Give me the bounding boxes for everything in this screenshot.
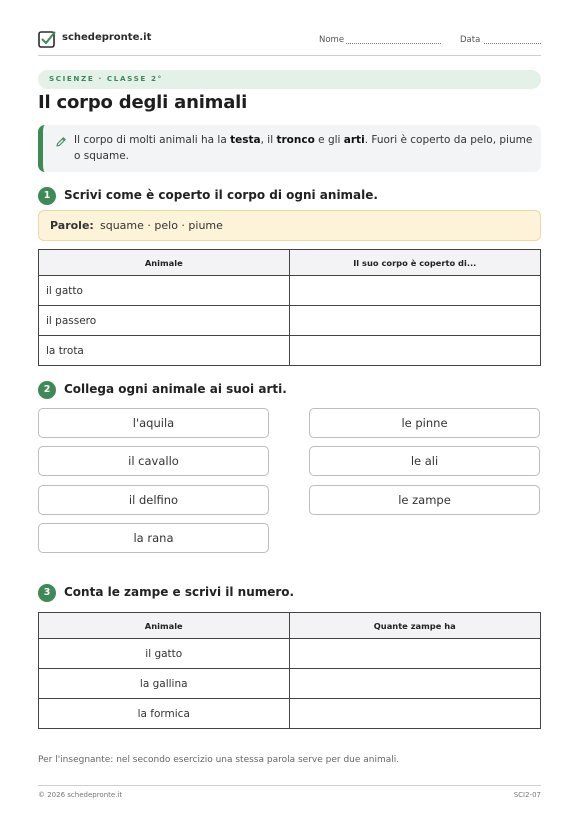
animal-cell: la gallina	[39, 669, 290, 699]
table-row	[39, 699, 541, 729]
teacher-note: Per l'insegnante: nel secondo esercizio una stessa parola serve per due animali.	[38, 755, 400, 765]
word-bank-label: Parole:	[50, 219, 94, 232]
answer-cell[interactable]	[289, 669, 541, 699]
table-header-row	[39, 613, 541, 639]
intro-box	[38, 125, 541, 172]
subject-label: SCIENZE · CLASSE 2°	[49, 74, 163, 83]
table-row	[39, 336, 541, 366]
exercise-3-instruction: Conta le zampe e scrivi il numero.	[64, 585, 295, 599]
exercise-1-instruction: Scrivi come è coperto il corpo di ogni animale.	[64, 188, 378, 202]
step-number-badge: 1	[38, 187, 56, 205]
column-header: Animale	[39, 250, 290, 276]
table-row	[39, 639, 541, 669]
footer-divider	[38, 785, 541, 786]
step-number-badge: 2	[38, 381, 56, 399]
match-item-right[interactable]: le pinne	[309, 408, 540, 438]
subject-bar	[38, 70, 541, 89]
name-label: Nome	[319, 35, 345, 45]
date-label: Data	[460, 35, 481, 45]
exercise-3-table	[38, 612, 541, 729]
table-row	[39, 276, 541, 306]
match-item-right[interactable]: le zampe	[309, 485, 540, 515]
match-item-right[interactable]: le ali	[309, 446, 540, 476]
answer-cell[interactable]	[289, 699, 541, 729]
word-bank	[38, 210, 541, 241]
answer-cell[interactable]	[289, 306, 540, 336]
animal-cell: la trota	[39, 336, 290, 366]
match-item-left[interactable]: l'aquila	[38, 408, 269, 438]
exercise-1-table	[38, 249, 541, 366]
name-field[interactable]	[346, 43, 441, 44]
answer-cell[interactable]	[289, 276, 540, 306]
footer-copyright: © 2026 schedepronte.it	[38, 791, 123, 799]
column-header: Animale	[39, 613, 290, 639]
exercise-2-instruction: Collega ogni animale ai suoi arti.	[64, 382, 287, 396]
animal-cell: il gatto	[39, 639, 290, 669]
page-title: Il corpo degli animali	[38, 92, 248, 113]
match-item-left[interactable]: il delfino	[38, 485, 269, 515]
word-bank-words: squame · pelo · piume	[100, 219, 223, 232]
step-number-badge: 3	[38, 584, 56, 602]
answer-cell[interactable]	[289, 639, 541, 669]
column-header: Il suo corpo è coperto di...	[289, 250, 540, 276]
table-row	[39, 669, 541, 699]
animal-cell: il passero	[39, 306, 290, 336]
footer-code: SCI2-07	[513, 791, 541, 799]
intro-text: Il corpo di molti animali ha la testa, il tronco e gli arti. Fuori è coperto da pelo, piume o squame.	[74, 134, 533, 162]
brand-name: schedepronte.it	[62, 32, 152, 43]
page-header	[38, 30, 541, 56]
pencil-icon	[55, 136, 67, 148]
answer-cell[interactable]	[289, 336, 540, 366]
table-row	[39, 306, 541, 336]
table-header-row	[39, 250, 541, 276]
date-field[interactable]	[484, 43, 541, 44]
animal-cell: la formica	[39, 699, 290, 729]
match-item-left[interactable]: la rana	[38, 523, 269, 553]
checkbox-logo-icon	[38, 30, 56, 48]
animal-cell: il gatto	[39, 276, 290, 306]
column-header: Quante zampe ha	[289, 613, 541, 639]
match-item-left[interactable]: il cavallo	[38, 446, 269, 476]
